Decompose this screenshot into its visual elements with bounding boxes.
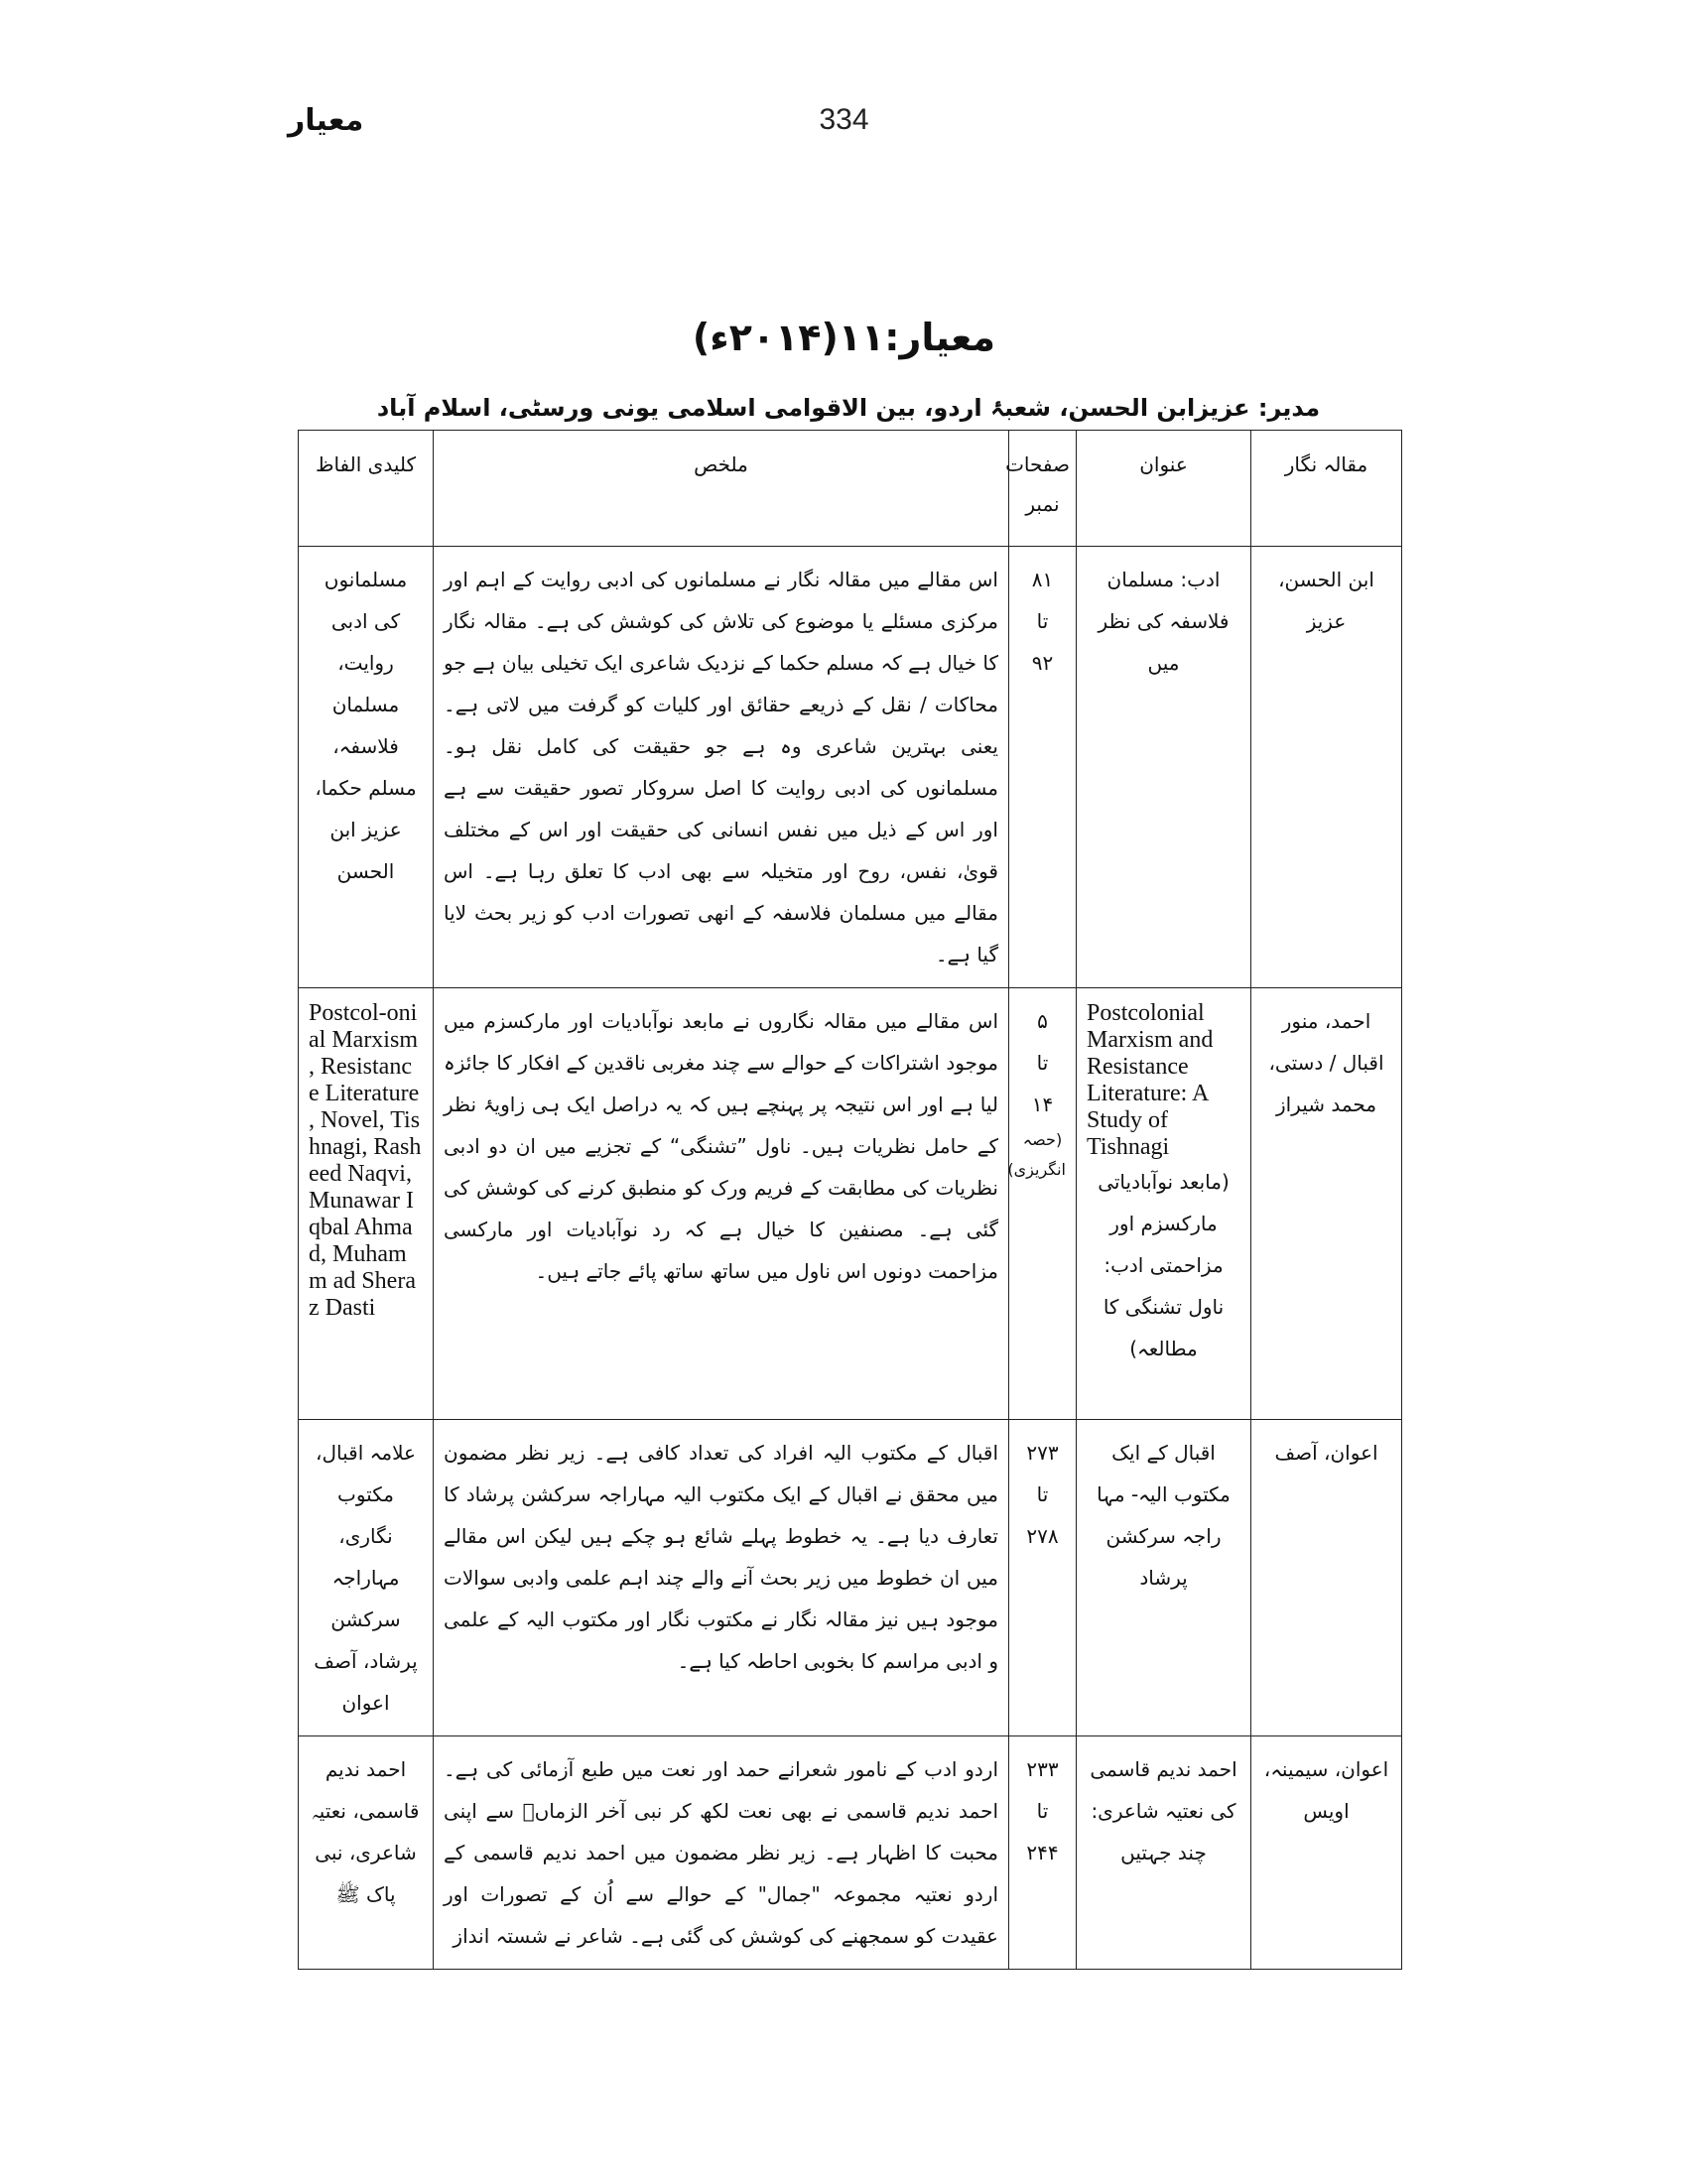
summary-cell: اس مقالے میں مقالہ نگاروں نے مابعد نوآبادیات اور مارکسزم میں موجود اشتراکات کے حوالے سے چند مغربی ناقدین کے افکار کا جائزہ لیا ہے اور اس نتیجہ پر پہنچے ہیں کہ یہ دراصل ایک ہی زاویۂ نظر کے حامل نظریات ہیں۔ ناول ”تشنگی“ کے تجزیے میں ان دو ادبی نظریات کی مطابقت کے فریم ورک کو منطبق کرنے کی کوشش کی گئی ہے۔ مصنفین کا خیال ہے کہ رد نوآبادیات اور مارکسی مزاحمت دونوں اس ناول میں ساتھ ساتھ پائے جاتے ہیں۔ — [434, 988, 1009, 1420]
keywords-cell: احمد ندیم قاسمی، نعتیہ شاعری، نبی پاک ﷺ — [299, 1736, 434, 1970]
summary-cell: اقبال کے مکتوب الیہ افراد کی تعداد کافی ہے۔ زیر نظر مضمون میں محقق نے اقبال کے ایک مکتوب الیہ مہاراجہ سرکشن پرشاد کا تعارف دیا ہے۔ یہ خطوط پہلے شائع ہو چکے ہیں لیکن اس مقالے میں ان خطوط میں زیر بحث آنے والے چند اہم علمی وادبی سوالات موجود ہیں نیز مقالہ نگار نے مکتوب نگار اور مکتوب الیہ کے علمی و ادبی مراسم کا بخوبی احاطہ کیا ہے۔ — [434, 1420, 1009, 1736]
pages-cell — [1009, 1420, 1077, 1736]
page-end: ۲۴۴ — [1026, 1841, 1059, 1864]
summary-cell: اردو ادب کے نامور شعرانے حمد اور نعت میں طبع آزمائی کی ہے۔ احمد ندیم قاسمی نے بھی نعت لکھ کر نبی آخر الزماںؐ سے اپنی محبت کا اظہار ہے۔ زیر نظر مضمون میں احمد ندیم قاسمی کے اردو نعتیہ مجموعہ "جمال" کے حوالے سے اُن کے تصورات اور عقیدت کو سمجھنے کی کوشش کی گئی ہے۔ شاعر نے شستہ انداز — [434, 1736, 1009, 1970]
header-pages: صفحات نمبر — [1009, 431, 1077, 547]
author-cell: اعوان، سیمینہ، اویس — [1251, 1736, 1402, 1970]
page-separator: تا — [1036, 1051, 1049, 1075]
page-start: ۲۷۳ — [1026, 1441, 1059, 1465]
page-end: ۹۲ — [1031, 651, 1054, 675]
header-summary: ملخص — [434, 431, 1009, 547]
page-separator: تا — [1036, 1799, 1049, 1823]
page-start: ۵ — [1037, 1009, 1048, 1033]
page-separator: تا — [1036, 609, 1049, 633]
articles-table — [298, 430, 1402, 1970]
title-cell: احمد ندیم قاسمی کی نعتیہ شاعری: چند جہتیں — [1077, 1736, 1251, 1970]
title-urdu-subtitle: (مابعد نوآبادیاتی مارکسزم اور مزاحمتی ادب: ناول تشنگی کا مطالعہ) — [1098, 1170, 1230, 1360]
author-cell: احمد، منور اقبال / دستی، محمد شیراز — [1251, 988, 1402, 1420]
header-title: عنوان — [1077, 431, 1251, 547]
pages-cell — [1009, 988, 1077, 1420]
page-separator: تا — [1036, 1482, 1049, 1506]
pages-cell — [1009, 547, 1077, 988]
pages-cell — [1009, 1736, 1077, 1970]
table-row — [299, 988, 1402, 1420]
author-cell: اعوان، آصف — [1251, 1420, 1402, 1736]
page-note: (حصہ انگریزی) — [1007, 1130, 1066, 1179]
page-start: ۲۳۳ — [1026, 1757, 1059, 1781]
table-row — [299, 1420, 1402, 1736]
keywords-english: Postcol-onial Marxism , Resistanc e Literature , Novel, Tishnagi, Rasheed Naqvi, Munawar Iqbal Ahmad, Muhamm ad Sheraz Dasti — [309, 1000, 422, 1321]
title-cell: اقبال کے ایک مکتوب الیہ- مہا راجہ سرکشن پرشاد — [1077, 1420, 1251, 1736]
author-cell: ابن الحسن، عزیز — [1251, 547, 1402, 988]
summary-cell: اس مقالے میں مقالہ نگار نے مسلمانوں کی ادبی روایت کے اہم اور مرکزی مسئلے یا موضوع کی تلاش کی کوشش کی ہے۔ مقالہ نگار کا خیال ہے کہ مسلم حکما کے نزدیک شاعری ایک تخیلی بیان ہے جو محاکات / نقل کے ذریعے حقائق اور کلیات کو گرفت میں لاتی ہے۔ یعنی بہترین شاعری وہ ہے جو حقیقت کی کامل نقل ہو۔ مسلمانوں کی ادبی روایت کا اصل سروکار تصور حقیقت سے ہے اور اس کے ذیل میں نفس انسانی کی حقیقت اور اس کے مختلف قویٰ، نفس، روح اور متخیلہ سے بھی ادب کا تعلق رہا ہے۔ اس مقالے میں مسلمان فلاسفہ کے انھی تصورات ادب کو زیر بحث لایا گیا ہے۔ — [434, 547, 1009, 988]
keywords-cell: علامہ اقبال، مکتوب نگاری، مہاراجہ سرکشن پرشاد، آصف اعوان — [299, 1420, 434, 1736]
header-keywords: کلیدی الفاظ — [299, 431, 434, 547]
keywords-cell: مسلمانوں کی ادبی روایت، مسلمان فلاسفہ، مسلم حکما، عزیز ابن الحسن — [299, 547, 434, 988]
header-author: مقالہ نگار — [1251, 431, 1402, 547]
page-end: ۲۷۸ — [1026, 1524, 1059, 1548]
table-header-row — [299, 431, 1402, 547]
page-number: 334 — [819, 103, 869, 136]
title-english: Postcolonial Marxism and Resistance Literature: A Study of Tishnagi — [1087, 1000, 1214, 1160]
running-head: معیار — [288, 103, 364, 138]
page-start: ۸۱ — [1031, 568, 1054, 591]
table-row — [299, 1736, 1402, 1970]
keywords-cell — [299, 988, 434, 1420]
table-row — [299, 547, 1402, 988]
editor-line: مدیر: عزیزابن الحسن، شعبۂ اردو، بین الاقوامی اسلامی یونی ورسٹی، اسلام آباد — [376, 394, 1321, 422]
title-cell — [1077, 988, 1251, 1420]
journal-title: معیار:۱۱(۲۰۱۴ء) — [692, 316, 996, 359]
page-end: ۱۴ — [1031, 1092, 1054, 1116]
title-cell: ادب: مسلمان فلاسفہ کی نظر میں — [1077, 547, 1251, 988]
